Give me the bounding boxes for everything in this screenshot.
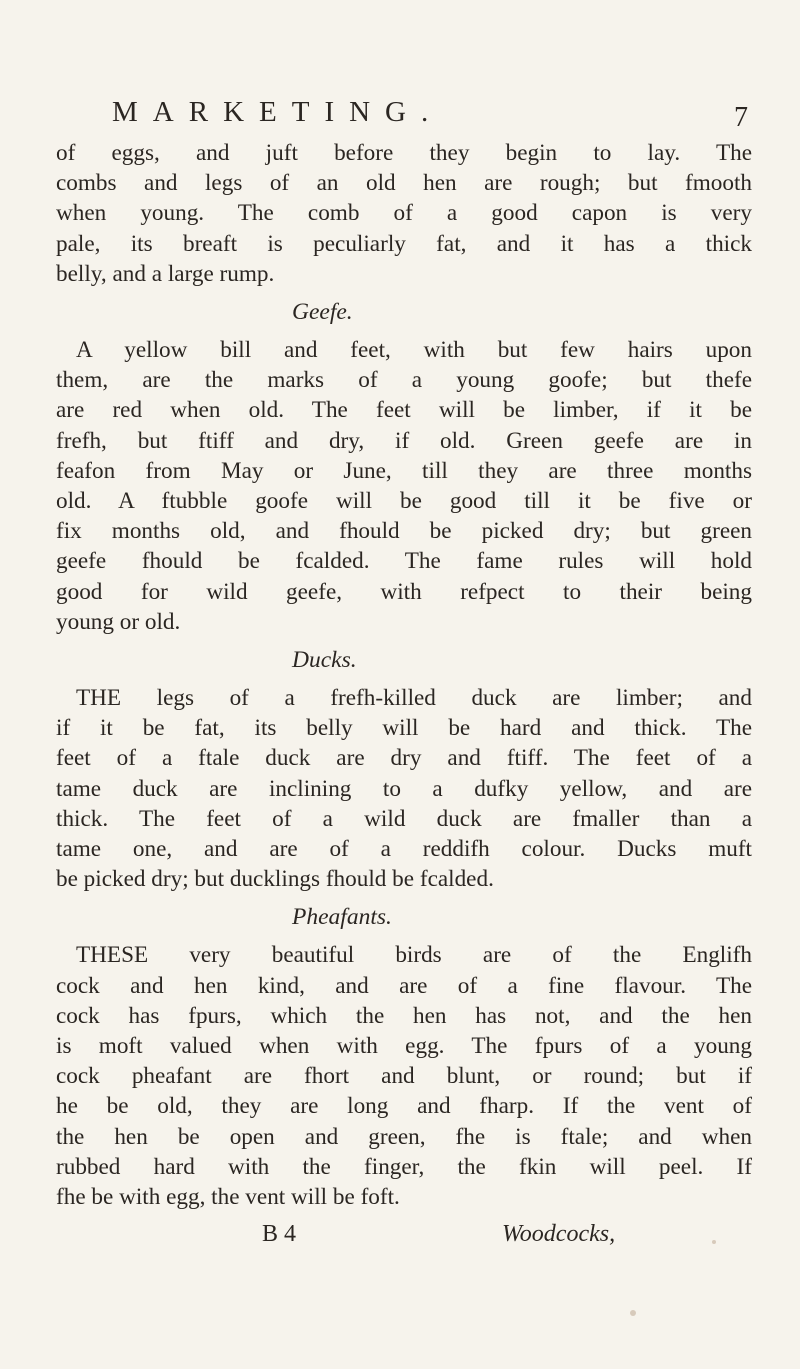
text-line: feafon from May or June, till they are three months xyxy=(56,457,752,484)
text-block-ducks xyxy=(56,683,752,894)
text-line: THESE very beautiful birds are of the Englifh xyxy=(76,942,752,969)
section-heading-geese: Geefe. xyxy=(292,299,353,326)
text-line: tame one, and are of a reddifh colour. Ducks muft xyxy=(56,836,752,863)
text-line: cock has fpurs, which the hen has not, and the hen xyxy=(56,1002,752,1029)
text-line: combs and legs of an old hen are rough; but fmooth xyxy=(56,170,752,197)
text-line: belly, and a large rump. xyxy=(56,260,275,287)
text-line: is moft valued when with egg. The fpurs of a young xyxy=(56,1033,752,1060)
text-line: good for wild geefe, with refpect to their being xyxy=(56,578,752,605)
signature-mark: B 4 xyxy=(262,1221,297,1248)
text-line: pale, its breaft is peculiarly fat, and it has a thick xyxy=(56,230,752,257)
text-line: if it be fat, its belly will be hard and thick. The xyxy=(56,715,752,742)
text-line: old. A ftubble goofe will be good till it be five or xyxy=(56,488,752,515)
text-block-capons xyxy=(56,138,752,289)
text-line: feet of a ftale duck are dry and ftiff. The feet of a xyxy=(56,745,752,772)
text-line: tame duck are inclining to a dufky yellow, and are xyxy=(56,775,752,802)
page-number: 7 xyxy=(734,102,748,133)
text-line: are red when old. The feet will be limber, if it be xyxy=(56,397,752,424)
text-line: geefe fhould be fcalded. The fame rules will hold xyxy=(56,548,752,575)
paper-spot xyxy=(630,1310,636,1316)
running-title: MARKETING. xyxy=(112,96,444,128)
text-line: thick. The feet of a wild duck are fmaller than a xyxy=(56,805,752,832)
text-line: them, are the marks of a young goofe; but thefe xyxy=(56,367,752,394)
text-line: frefh, but ftiff and dry, if old. Green geefe are in xyxy=(56,427,752,454)
running-head xyxy=(56,92,752,138)
text-line: cock and hen kind, and are of a fine flavour. The xyxy=(56,972,752,999)
text-line: fhe be with egg, the vent will be foft. xyxy=(56,1184,400,1211)
text-line: young or old. xyxy=(56,608,181,635)
text-block-pheasants xyxy=(56,940,752,1212)
text-block-geese xyxy=(56,335,752,637)
text-line: cock pheafant are fhort and blunt, or round; but if xyxy=(56,1063,752,1090)
book-page xyxy=(56,92,752,1252)
text-line: rubbed hard with the finger, the fkin will peel. If xyxy=(56,1153,752,1180)
text-line: be picked dry; but ducklings fhould be fcalded. xyxy=(56,866,494,893)
section-heading-ducks: Ducks. xyxy=(292,647,357,674)
page-footer xyxy=(56,1218,752,1252)
section-heading-pheasants: Pheafants. xyxy=(292,904,392,931)
text-line: THE legs of a frefh-killed duck are limber; and xyxy=(76,685,752,712)
catchword: Woodcocks, xyxy=(502,1221,616,1248)
text-line: of eggs, and juft before they begin to lay. The xyxy=(56,140,752,166)
text-line: fix months old, and fhould be picked dry; but green xyxy=(56,518,752,545)
text-line: A yellow bill and feet, with but few hairs upon xyxy=(76,337,752,364)
text-line: when young. The comb of a good capon is very xyxy=(56,200,752,227)
paper-spot xyxy=(712,1240,716,1244)
text-line: he be old, they are long and fharp. If the vent of xyxy=(56,1093,752,1120)
text-line: the hen be open and green, fhe is ftale; and when xyxy=(56,1123,752,1150)
